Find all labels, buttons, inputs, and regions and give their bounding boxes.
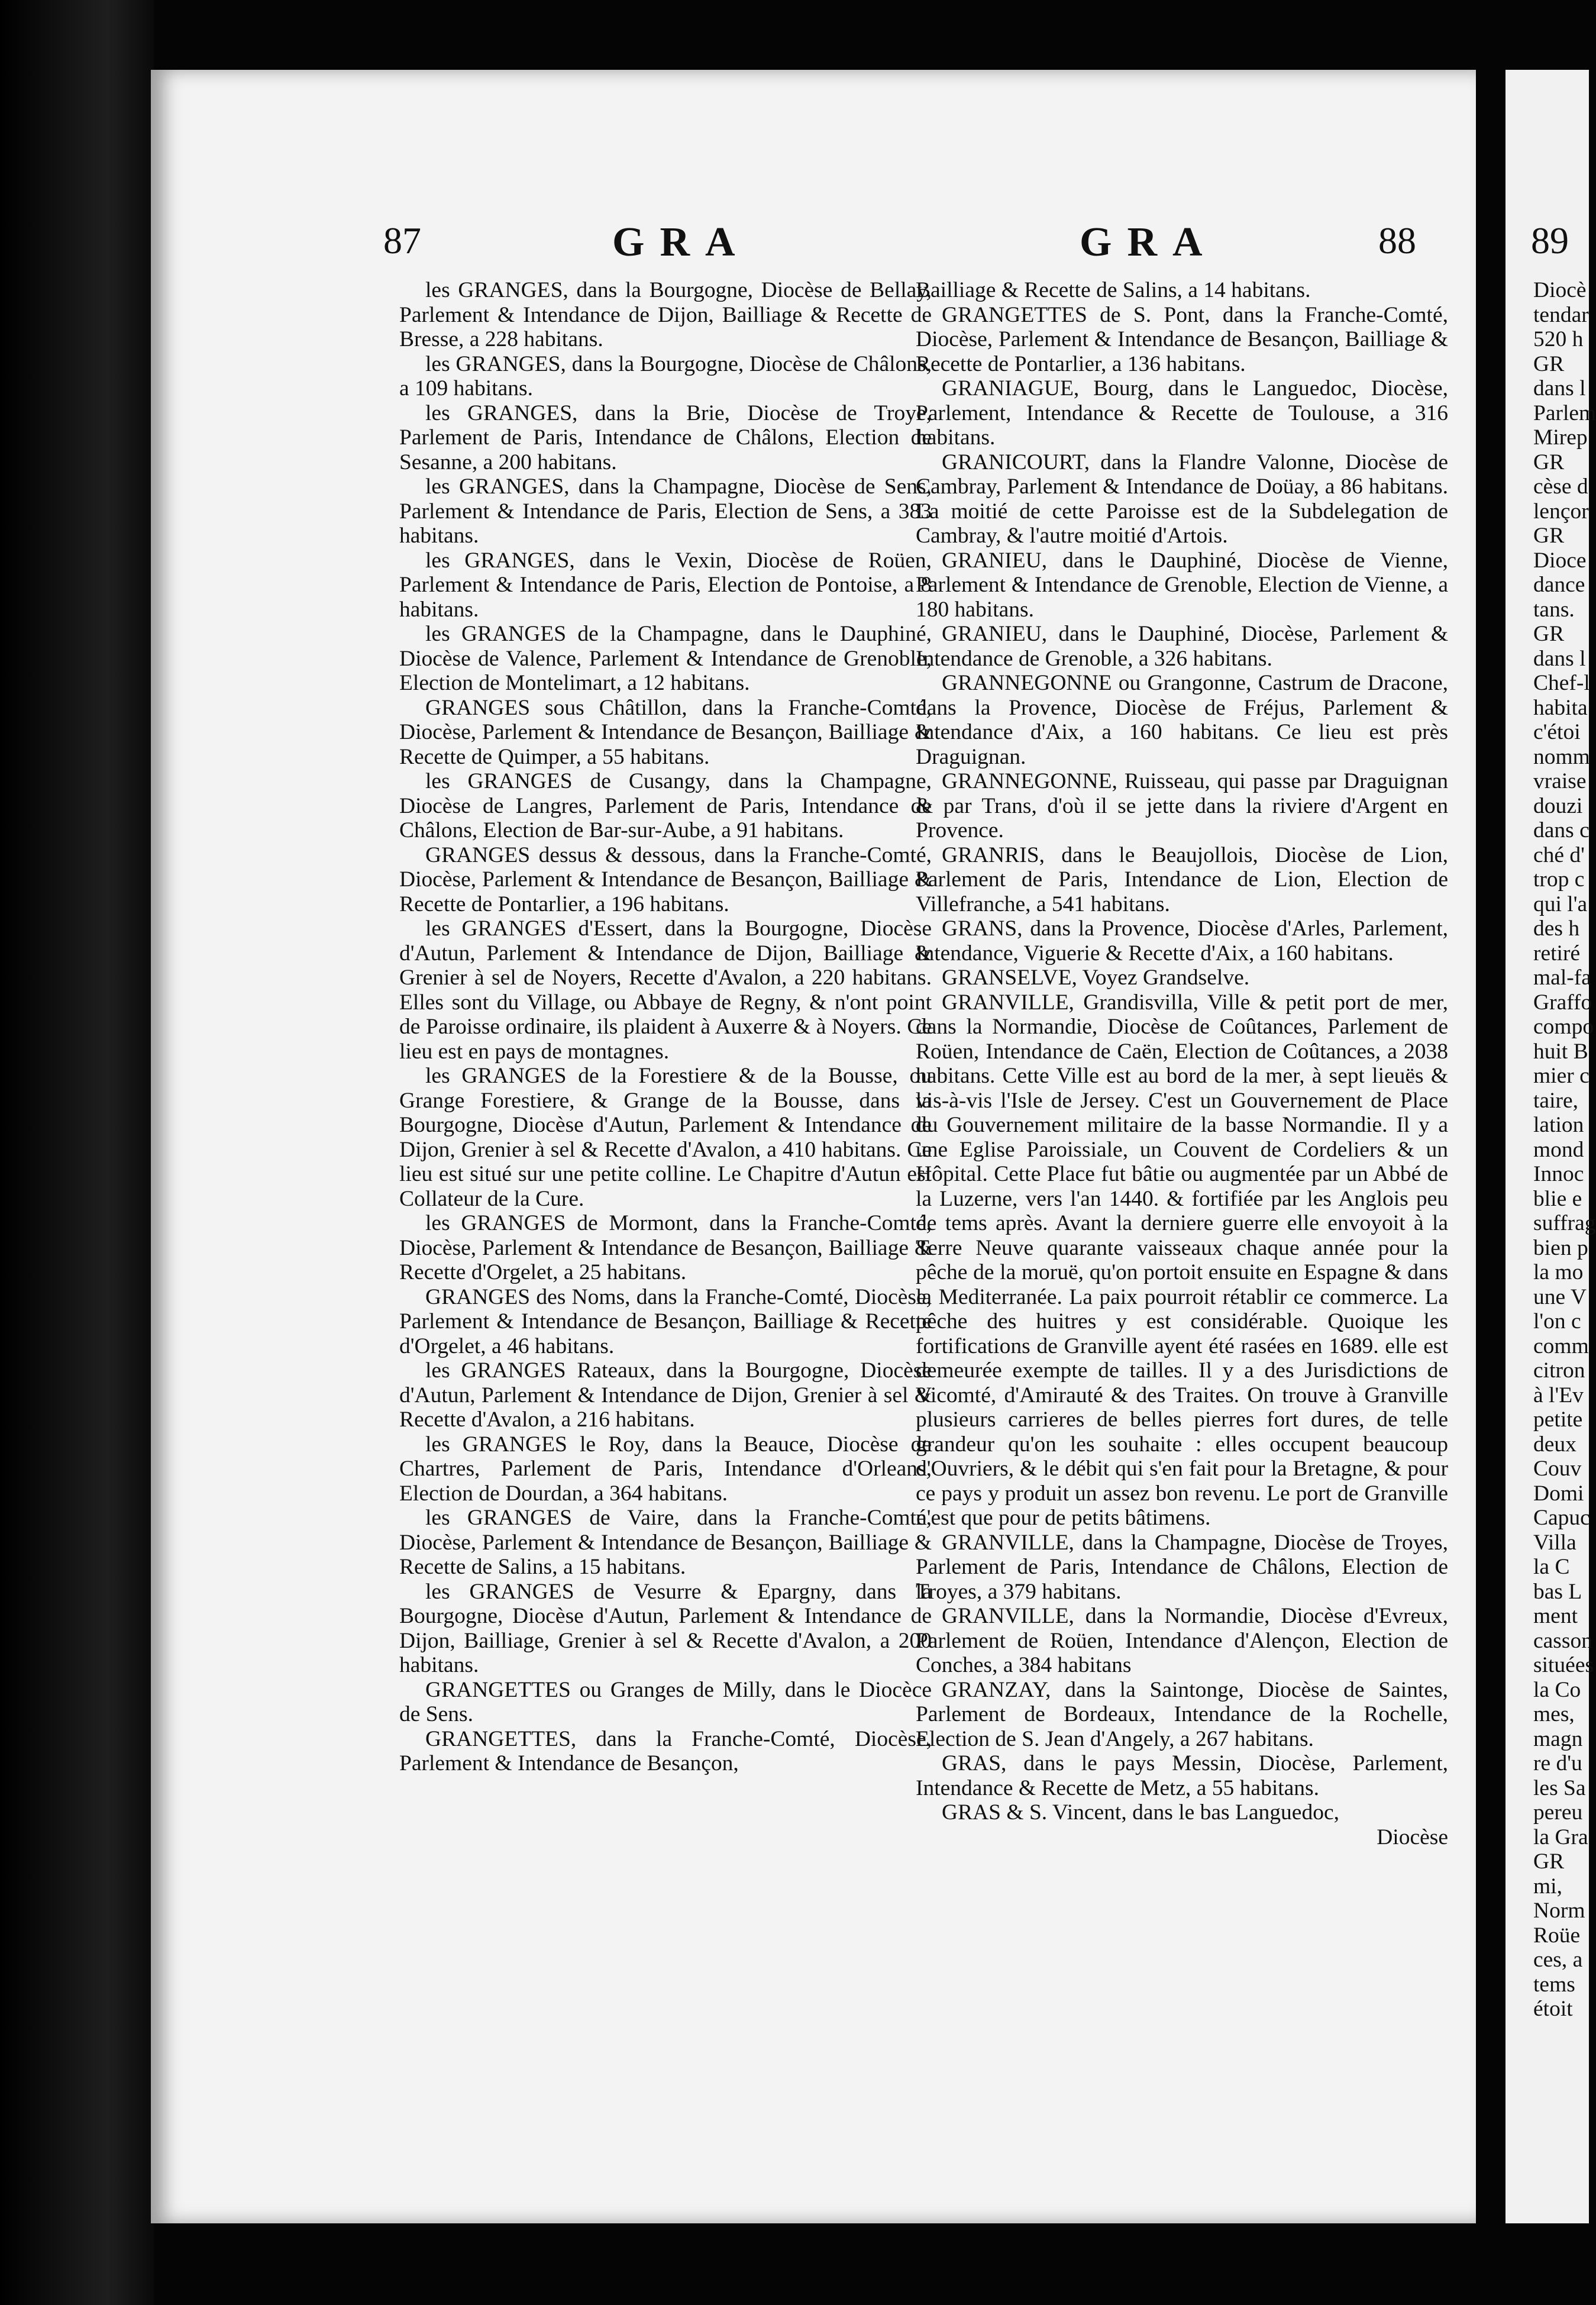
fragment-line: douzi xyxy=(1533,793,1583,818)
left-column-entry: les GRANGES d'Essert, dans la Bourgogne, Diocèse d'Autun, Parlement & Intendance de Dijon, Bailliage & Grenier à sel de Noyers, Recette d'Avalon, a 220 habitans. Elles sont du Village, ou Abbaye de Regny, & n'ont point de Paroisse ordinaire, ils plaident à Auxerre & à Noyers. Ce lieu est en pays de montagnes. xyxy=(399,916,932,1064)
right-column-entry: GRANVILLE, Grandisvilla, Ville & petit port de mer, dans la Normandie, Diocèse de Coûtances, Parlement de Roüen, Intendance de Caën, Election de Coûtances, a 2038 habitans. Cette Ville est au bord de la mer, à sept lieuës & vis-à-vis l'Isle de Jersey. C'est un Gouvernement de Place du Gouvernement militaire de la basse Normandie. Il y a une Eglise Paroissiale, un Couvent de Cordeliers & un Hôpital. Cette Place fut bâtie ou augmentée par un Abbé de la Luzerne, vers l'an 1440. & fortifiée par les Anglois peu de tems après. Avant la derniere guerre elle envoyoit à la Terre Neuve quarante vaisseaux chaque année pour la pêche de la moruë, qu'on portoit ensuite en Espagne & dans la Mediterranée. La paix pourroit rétablir ce commerce. La pêche des huitres y est considérable. Quoique les fortifications de Granville ayent été rasées en 1689. elle est demeurée exempte de tailles. Il y a des Jurisdictions de Vicomté, d'Amirauté & des Traites. On trouve à Granville plusieurs carrieres de belles pierres fort dures, de telle grandeur qu'on les souhaite : elles occupent beaucoup d'Ouvriers, & le débit qui s'en fait pour la Bretagne, & pour ce pays y produit un assez bon revenu. Le port de Granville n'est que pour de petits bâtimens. xyxy=(916,990,1448,1530)
fragment-line: huit B xyxy=(1533,1039,1588,1064)
left-column-entry: les GRANGES le Roy, dans la Beauce, Diocèse de Chartres, Parlement de Paris, Intendance d'Orleans, Election de Dourdan, a 364 habitans. xyxy=(399,1432,932,1506)
book-spine xyxy=(0,0,154,2305)
fragment-line: situées xyxy=(1533,1653,1594,1677)
fragment-line: tans. xyxy=(1533,597,1575,622)
fragment-line: GR xyxy=(1533,524,1565,548)
fragment-line: GR xyxy=(1533,622,1565,646)
left-column-entry: les GRANGES, dans la Bourgogne, Diocèse de Bellay, Parlement & Intendance de Dijon, Bailliage & Recette de Bresse, a 228 habitans. xyxy=(399,278,932,351)
right-column-entry: GRANIAGUE, Bourg, dans le Languedoc, Diocèse, Parlement, Intendance & Recette de Toulouse, a 316 habitans. xyxy=(916,376,1448,450)
fragment-line: la C xyxy=(1533,1555,1570,1579)
fragment-line: Diocè xyxy=(1533,278,1587,302)
fragment-line: Graffo xyxy=(1533,990,1592,1015)
right-column-entry: GRAS & S. Vincent, dans le bas Languedoc, xyxy=(942,1800,1339,1825)
left-column-entry: les GRANGES, dans la Brie, Diocèse de Troye, Parlement de Paris, Intendance de Châlons, Election de Sesanne, a 200 habitans. xyxy=(399,401,932,474)
fragment-line: GR xyxy=(1533,351,1565,376)
fragment-line: compo xyxy=(1533,1015,1594,1039)
fragment-line: Chef-l xyxy=(1533,671,1590,695)
fragment-line: dans l xyxy=(1533,376,1586,401)
fragment-line: les Sa xyxy=(1533,1775,1586,1800)
fragment-line: pereu xyxy=(1533,1800,1583,1825)
fragment-line: mes, xyxy=(1533,1702,1575,1726)
left-column-entry: les GRANGES de Mormont, dans la Franche-Comté, Diocèse, Parlement & Intendance de Besançon, Bailliage & Recette d'Orgelet, a 25 habitans. xyxy=(399,1211,932,1284)
fragment-line: à l'Ev xyxy=(1533,1383,1584,1407)
fragment-line: c'étoi xyxy=(1533,720,1581,744)
fragment-line: retiré xyxy=(1533,941,1581,966)
fragment-line: la Co xyxy=(1533,1677,1581,1702)
fragment-line: bien p xyxy=(1533,1235,1588,1260)
fragment-line: Capuc xyxy=(1533,1506,1590,1530)
fragment-line: Villa xyxy=(1533,1530,1576,1555)
left-column-entry: les GRANGES de la Forestiere & de la Bousse, ou Grange Forestiere, & Grange de la Bousse, dans la Bourgogne, Diocèse d'Autun, Parlement & Intendance de Dijon, Grenier à sel & Recette d'Avalon, a 410 habitans. Ce lieu est situé sur une petite colline. Le Chapitre d'Autun est Collateur de la Cure. xyxy=(399,1064,932,1211)
right-column-entry: GRANNEGONNE, Ruisseau, qui passe par Draguignan & par Trans, d'où il se jette dans la riviere d'Argent en Provence. xyxy=(916,769,1448,842)
right-column-entry: GRANRIS, dans le Beaujollois, Diocèse de Lion, Parlement de Paris, Intendance de Lion, Election de Villefranche, a 541 habitans. xyxy=(916,842,1448,916)
right-column-entry: GRANS, dans la Provence, Diocèse d'Arles, Parlement, Intendance, Viguerie & Recette d'Aix, a 160 habitans. xyxy=(916,916,1448,966)
fragment-line: mal-fa xyxy=(1533,966,1591,990)
right-column-entry: GRANVILLE, dans la Normandie, Diocèse d'Evreux, Parlement de Roüen, Intendance d'Alençon, Election de Conches, a 384 habitans xyxy=(916,1604,1448,1677)
left-column-entry: les GRANGES Rateaux, dans la Bourgogne, Diocèse d'Autun, Parlement & Intendance de Dijon, Grenier à sel & Recette d'Avalon, a 216 habitans. xyxy=(399,1358,932,1432)
right-column-entry: GRANZAY, dans la Saintonge, Diocèse de Saintes, Parlement de Bordeaux, Intendance de la Rochelle, Election de S. Jean d'Angely, a 267 habitans. xyxy=(916,1677,1448,1751)
left-column-entry: les GRANGES, dans la Bourgogne, Diocèse de Châlons, a 109 habitans. xyxy=(399,351,932,401)
right-column-entry: GRANNEGONNE ou Grangonne, Castrum de Dracone, dans la Provence, Diocèse de Fréjus, Parlement & Intendance d'Aix, a 160 habitans. Ce lieu est près Draguignan. xyxy=(916,671,1448,769)
fragment-line: ment xyxy=(1533,1604,1578,1628)
left-running-head: GRA xyxy=(612,219,751,265)
left-column xyxy=(399,278,932,1776)
fragment-line: nomm xyxy=(1533,744,1590,769)
fragment-line: dans c xyxy=(1533,818,1589,842)
left-column-entry: GRANGES sous Châtillon, dans la Franche-Comté, Diocèse, Parlement & Intendance de Besançon, Bailliage & Recette de Quimper, a 55 habitans. xyxy=(399,695,932,769)
fragment-line: citron xyxy=(1533,1358,1585,1383)
fragment-line: cèse d xyxy=(1533,474,1588,499)
right-column-entry: GRANIEU, dans le Dauphiné, Diocèse, Parlement & Intendance de Grenoble, a 326 habitans. xyxy=(916,622,1448,671)
fragment-line: une V xyxy=(1533,1284,1587,1309)
fragment-line: tendar xyxy=(1533,302,1589,327)
fragment-line: mier c xyxy=(1533,1064,1589,1088)
left-column-entry: GRANGETTES ou Granges de Milly, dans le Diocèce de Sens. xyxy=(399,1677,932,1726)
fragment-line: Dioce xyxy=(1533,548,1587,573)
fragment-line: comm xyxy=(1533,1334,1589,1358)
fragment-line: la mo xyxy=(1533,1260,1584,1284)
fragment-line: blie e xyxy=(1533,1186,1582,1211)
fragment-line: vraise xyxy=(1533,769,1587,793)
right-column xyxy=(916,278,1448,1849)
right-column-entry: GRAS, dans le pays Messin, Diocèse, Parlement, Intendance & Recette de Metz, a 55 habitans. xyxy=(916,1751,1448,1800)
left-column-entry: les GRANGES de Vesurre & Epargny, dans la Bourgogne, Diocèse d'Autun, Parlement & Intendance de Dijon, Bailliage, Grenier à sel & Recette d'Avalon, a 200 habitans. xyxy=(399,1579,932,1677)
fragment-line: qui l'a xyxy=(1533,892,1588,916)
fragment-line: taire, xyxy=(1533,1088,1578,1113)
right-column-entry: GRANGETTES de S. Pont, dans la Franche-Comté, Diocèse, Parlement & Intendance de Besançon, Bailliage & Recette de Pontarlier, a 136 habitans. xyxy=(916,302,1448,376)
left-page-number: 87 xyxy=(383,219,421,262)
fragment-line: casson xyxy=(1533,1628,1592,1653)
fragment-line: lation xyxy=(1533,1113,1584,1137)
left-column-entry: GRANGES dessus & dessous, dans la Franche-Comté, Diocèse, Parlement & Intendance de Besançon, Bailliage & Recette de Pontarlier, a 196 habitans. xyxy=(399,842,932,916)
fragment-line: habita xyxy=(1533,695,1588,720)
fragment-line: GR xyxy=(1533,1849,1565,1874)
right-column-entry: GRANICOURT, dans la Flandre Valonne, Diocèse de Cambray, Parlement & Intendance de Doüay, a 86 habitans. La moitié de cette Paroisse est de la Subdelegation de Cambray, & l'autre moitié d'Artois. xyxy=(916,450,1448,548)
fragment-line: bas L xyxy=(1533,1579,1582,1604)
fragment-line: Mirep xyxy=(1533,425,1588,450)
fragment-line: deux xyxy=(1533,1432,1576,1457)
continued-entry: Bailliage & Recette de Salins, a 14 habitans. xyxy=(916,278,1311,302)
right-column-entry: GRANIEU, dans le Dauphiné, Diocèse de Vienne, Parlement & Intendance de Grenoble, Election de Vienne, a 180 habitans. xyxy=(916,548,1448,622)
fragment-line: re d'u xyxy=(1533,1751,1582,1775)
fragment-line: Norm xyxy=(1533,1899,1585,1923)
right-column-entry: GRANSELVE, Voyez Grandselve. xyxy=(942,966,1250,990)
fragment-line: mi, xyxy=(1533,1874,1562,1899)
fragment-line: ché d' xyxy=(1533,842,1585,867)
fragment-line: trop c xyxy=(1533,867,1585,892)
fragment-line: GR xyxy=(1533,450,1565,474)
left-column-entry: les GRANGES de Cusangy, dans la Champagne, Diocèse de Langres, Parlement de Paris, Intendance de Châlons, Election de Bar-sur-Aube, a 91 habitans. xyxy=(399,769,932,842)
right-page-number: 88 xyxy=(1378,219,1416,262)
fragment-line: petite xyxy=(1533,1407,1583,1432)
fragment-line: tems xyxy=(1533,1972,1575,1997)
fragment-line: Domi xyxy=(1533,1481,1584,1506)
left-column-entry: les GRANGES, dans la Champagne, Diocèse de Sens, Parlement & Intendance de Paris, Election de Sens, a 383 habitans. xyxy=(399,474,932,548)
right-column-entry: GRANVILLE, dans la Champagne, Diocèse de Troyes, Parlement de Paris, Intendance de Châlons, Election de Troyes, a 379 habitans. xyxy=(916,1530,1448,1604)
left-column-entry: les GRANGES de la Champagne, dans le Dauphiné, Diocèse de Valence, Parlement & Intendance de Grenoble, Election de Montelimart, a 12 habitans. xyxy=(399,622,932,695)
fragment-line: Parlem xyxy=(1533,401,1596,425)
next-page-number: 89 xyxy=(1531,219,1569,262)
next-page-fragments xyxy=(1533,278,1596,2022)
fragment-line: étoit xyxy=(1533,1997,1573,2021)
fragment-line: des h xyxy=(1533,916,1580,941)
fragment-line: Roüe xyxy=(1533,1923,1581,1948)
fragment-line: dans l xyxy=(1533,646,1586,671)
fragment-line: dance xyxy=(1533,573,1585,597)
fragment-line: ces, a xyxy=(1533,1948,1583,1972)
fragment-line: 520 h xyxy=(1533,327,1584,351)
catchword: Diocèse xyxy=(1377,1825,1448,1849)
fragment-line: magn xyxy=(1533,1726,1583,1751)
left-column-entry: GRANGES des Noms, dans la Franche-Comté, Diocèse, Parlement & Intendance de Besançon, Bailliage & Recette d'Orgelet, a 46 habitans. xyxy=(399,1284,932,1358)
left-column-entry: les GRANGES de Vaire, dans la Franche-Comté, Diocèse, Parlement & Intendance de Besançon, Bailliage & Recette de Salins, a 15 habitans. xyxy=(399,1506,932,1579)
right-running-head: GRA xyxy=(1080,219,1218,265)
left-column-entry: les GRANGES, dans le Vexin, Diocèse de Roüen, Parlement & Intendance de Paris, Election de Pontoise, a 8 habitans. xyxy=(399,548,932,622)
fragment-line: lençor xyxy=(1533,499,1589,524)
fragment-line: Innoc xyxy=(1533,1162,1584,1186)
fragment-line: Couv xyxy=(1533,1457,1582,1481)
fragment-line: la Gra xyxy=(1533,1825,1588,1849)
fragment-line: l'on c xyxy=(1533,1309,1581,1334)
left-column-entry: GRANGETTES, dans la Franche-Comté, Diocèse, Parlement & Intendance de Besançon, xyxy=(399,1726,932,1775)
fragment-line: suffrag xyxy=(1533,1211,1596,1235)
fragment-line: mond xyxy=(1533,1137,1584,1162)
